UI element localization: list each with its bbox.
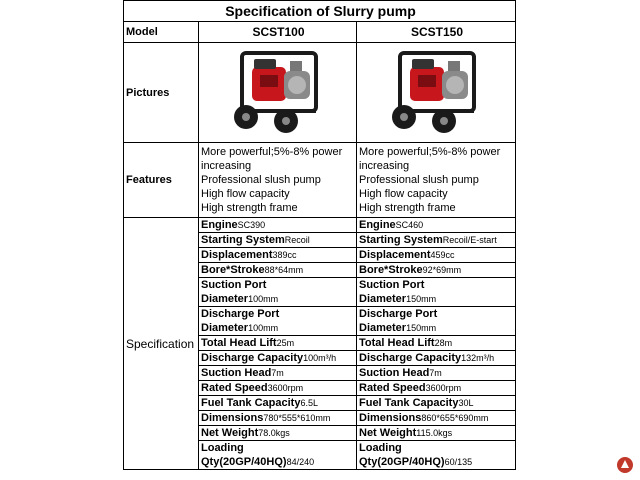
spec-key: Suction Port bbox=[201, 279, 267, 291]
spec-value: SC460 bbox=[395, 220, 424, 230]
spec-key: Net Weight bbox=[359, 427, 417, 439]
spec-key: Fuel Tank Capacity bbox=[201, 397, 301, 409]
spec-cell bbox=[199, 366, 357, 381]
spec-cell bbox=[199, 396, 357, 411]
spec-value: 6.5L bbox=[300, 398, 318, 408]
specification-label: Specification bbox=[124, 218, 199, 470]
spec-value: 30L bbox=[458, 398, 474, 408]
feature-line: High strength frame bbox=[201, 202, 298, 214]
spec-cell bbox=[357, 426, 516, 441]
spec-key: Discharge Port bbox=[201, 308, 280, 320]
spec-value: 7m bbox=[271, 368, 284, 378]
spec-cell bbox=[199, 336, 357, 351]
spec-cell bbox=[199, 278, 357, 307]
spec-table bbox=[123, 0, 516, 470]
spec-key: Rated Speed bbox=[201, 382, 268, 394]
slurry-pump-image bbox=[382, 45, 492, 135]
spec-key: Starting System bbox=[359, 234, 443, 246]
spec-value: 459cc bbox=[430, 250, 455, 260]
spec-cell bbox=[199, 307, 357, 336]
spec-value: 25m bbox=[276, 338, 295, 348]
spec-key: Displacement bbox=[201, 249, 273, 261]
spec-key: Suction Port bbox=[359, 279, 425, 291]
features-label: Features bbox=[124, 143, 199, 218]
spec-value: 3600rpm bbox=[267, 383, 304, 393]
pump-picture-cell bbox=[199, 43, 357, 143]
spec-cell bbox=[357, 366, 516, 381]
spec-value: 100mm bbox=[248, 294, 279, 304]
features-cell bbox=[199, 143, 357, 218]
spec-key: Engine bbox=[201, 219, 238, 231]
spec-cell bbox=[199, 248, 357, 263]
spec-cell bbox=[357, 381, 516, 396]
spec-value: 84/240 bbox=[286, 457, 315, 467]
features-cell bbox=[357, 143, 516, 218]
spec-cell bbox=[199, 351, 357, 366]
spec-cell bbox=[199, 381, 357, 396]
spec-key: Displacement bbox=[359, 249, 431, 261]
spec-key: Discharge Port bbox=[359, 308, 438, 320]
spec-cell bbox=[357, 441, 516, 470]
spec-cell bbox=[357, 263, 516, 278]
spec-key: Fuel Tank Capacity bbox=[359, 397, 459, 409]
spec-cell bbox=[357, 278, 516, 307]
slurry-pump-image bbox=[224, 45, 334, 135]
spec-key: Rated Speed bbox=[359, 382, 426, 394]
spec-key: Dimensions bbox=[359, 412, 422, 424]
feature-line: Professional slush pump bbox=[359, 174, 479, 186]
feature-line: More powerful;5%-8% power bbox=[359, 146, 501, 158]
spec-cell bbox=[357, 351, 516, 366]
feature-line: High flow capacity bbox=[201, 188, 290, 200]
spec-value: 60/135 bbox=[444, 457, 473, 467]
features-row bbox=[124, 143, 516, 218]
spec-value: 92*69mm bbox=[422, 265, 462, 275]
spec-cell bbox=[357, 218, 516, 233]
spec-cell bbox=[357, 248, 516, 263]
spec-cell bbox=[357, 336, 516, 351]
feature-line: More powerful;5%-8% power bbox=[201, 146, 343, 158]
spec-key: Total Head Lift bbox=[359, 337, 435, 349]
spec-value: 88*64mm bbox=[264, 265, 304, 275]
pump-picture-cell bbox=[357, 43, 516, 143]
spec-value: 100m³/h bbox=[303, 353, 337, 363]
spec-value: 7m bbox=[429, 368, 442, 378]
spec-cell bbox=[199, 411, 357, 426]
model-label: Model bbox=[124, 22, 199, 43]
spec-value: SC390 bbox=[237, 220, 266, 230]
spec-cell bbox=[357, 411, 516, 426]
spec-value: 100mm bbox=[248, 323, 279, 333]
spec-key: Loading bbox=[359, 442, 402, 454]
spec-cell bbox=[357, 307, 516, 336]
spec-value: 150mm bbox=[406, 323, 437, 333]
spec-key: Diameter bbox=[359, 322, 407, 334]
spec-key: Bore*Stroke bbox=[201, 264, 265, 276]
watermark-logo bbox=[616, 456, 634, 474]
spec-key: Suction Head bbox=[359, 367, 430, 379]
spec-key: Diameter bbox=[359, 293, 407, 305]
pictures-row bbox=[124, 43, 516, 143]
spec-value: 389cc bbox=[272, 250, 297, 260]
spec-cell bbox=[357, 396, 516, 411]
spec-key: Diameter bbox=[201, 322, 249, 334]
spec-key: Dimensions bbox=[201, 412, 264, 424]
feature-line: High flow capacity bbox=[359, 188, 448, 200]
spec-key: Suction Head bbox=[201, 367, 272, 379]
model-name: SCST150 bbox=[357, 22, 516, 43]
spec-key: Discharge Capacity bbox=[201, 352, 304, 364]
spec-cell bbox=[199, 426, 357, 441]
spec-cell bbox=[199, 233, 357, 248]
spec-key: Loading bbox=[201, 442, 244, 454]
spec-key: Diameter bbox=[201, 293, 249, 305]
spec-value: 860*655*690mm bbox=[421, 413, 489, 423]
spec-cell bbox=[199, 441, 357, 470]
spec-value: 150mm bbox=[406, 294, 437, 304]
spec-cell bbox=[199, 263, 357, 278]
spec-sheet bbox=[123, 0, 515, 478]
spec-key: Engine bbox=[359, 219, 396, 231]
spec-key: Total Head Lift bbox=[201, 337, 277, 349]
spec-value: 3600rpm bbox=[425, 383, 462, 393]
spec-key: Net Weight bbox=[201, 427, 259, 439]
spec-value: 132m³/h bbox=[461, 353, 495, 363]
spec-value: 780*555*610mm bbox=[263, 413, 331, 423]
spec-value: 115.0kgs bbox=[416, 428, 453, 438]
spec-value: 28m bbox=[434, 338, 453, 348]
spec-value: Recoil bbox=[284, 235, 310, 245]
table-title: Specification of Slurry pump bbox=[124, 1, 516, 22]
feature-line: High strength frame bbox=[359, 202, 456, 214]
spec-value: Recoil/E-start bbox=[442, 235, 497, 245]
model-row bbox=[124, 22, 516, 43]
feature-line: increasing bbox=[359, 160, 410, 172]
feature-line: increasing bbox=[201, 160, 252, 172]
spec-key: Starting System bbox=[201, 234, 285, 246]
spec-key: Qty(20GP/40HQ) bbox=[201, 456, 287, 468]
spec-value: 78.0kgs bbox=[258, 428, 290, 438]
feature-line: Professional slush pump bbox=[201, 174, 321, 186]
spec-cell bbox=[199, 218, 357, 233]
spec-row bbox=[124, 218, 516, 233]
spec-key: Bore*Stroke bbox=[359, 264, 423, 276]
model-name: SCST100 bbox=[199, 22, 357, 43]
spec-key: Qty(20GP/40HQ) bbox=[359, 456, 445, 468]
title-row bbox=[124, 1, 516, 22]
spec-key: Discharge Capacity bbox=[359, 352, 462, 364]
pictures-label: Pictures bbox=[124, 43, 199, 143]
spec-cell bbox=[357, 233, 516, 248]
